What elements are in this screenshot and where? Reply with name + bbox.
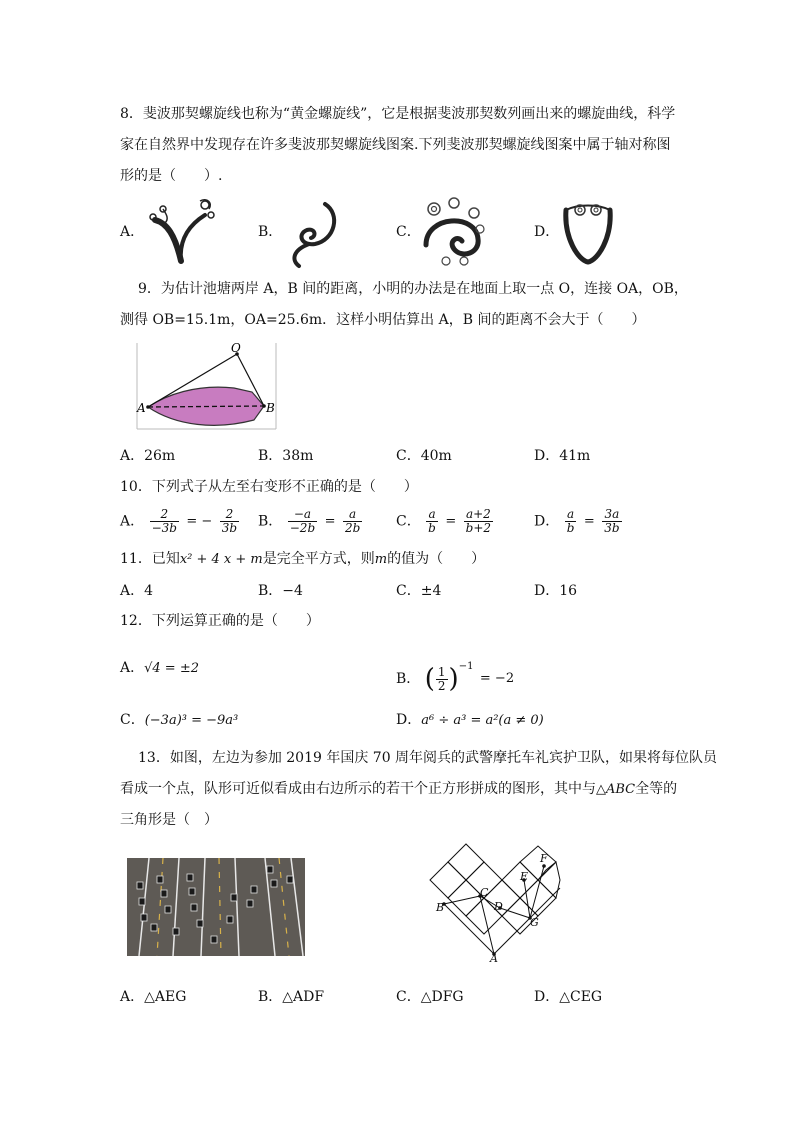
q13-option-c: C．△DFG — [396, 989, 464, 1005]
q13-line-3: 三角形是（ ） — [120, 812, 218, 828]
numerator: a — [343, 508, 362, 522]
q11-option-a: A．4 — [120, 583, 154, 599]
q13-line-2 — [120, 779, 677, 800]
label-e: E — [520, 870, 529, 883]
equals-sign: = — [324, 513, 336, 529]
q12-option-c — [120, 710, 238, 731]
q9-line-1: 9．为估计池塘两岸 A，B 间的距离，小明的办法是在地面上取一点 O，连接 OA，OB， — [138, 281, 688, 297]
q8-option-d: D． — [534, 224, 560, 240]
numerator: a — [565, 508, 577, 522]
q12-label-b: B． — [396, 671, 421, 687]
denominator: −3b — [151, 521, 177, 535]
q9-option-b: B．38m — [258, 448, 314, 464]
q12-label-c: C． — [120, 712, 145, 728]
paren-left: ( — [424, 664, 435, 694]
q12-label-d: D． — [396, 712, 422, 728]
parade-photo — [127, 858, 305, 956]
fraction — [220, 508, 239, 535]
q8-line-1: 8．斐波那契螺旋线也称为“黄金螺旋线”，它是根据斐波那契数列画出来的螺旋曲线，科学 — [120, 106, 676, 122]
q9-line-2: 测得 OB=15.1m，OA=25.6m．这样小明估算出 A，B 间的距离不会大于（ ） — [120, 312, 646, 328]
squares-diagram — [426, 850, 568, 964]
denominator: 2b — [344, 521, 361, 535]
q11-text-mid: 是完全平方式，则 — [262, 551, 375, 567]
q12-b-rhs: = −2 — [479, 671, 515, 686]
denominator: b+2 — [465, 521, 492, 535]
q8-line-3: 形的是（ ）. — [120, 168, 223, 184]
q9-option-d: D．41m — [534, 448, 591, 464]
spiral-figure-c — [418, 195, 488, 267]
spiral-figure-b — [285, 200, 345, 268]
q8-option-a: A． — [120, 224, 145, 240]
q11-expression: x² + 4 x + m — [179, 552, 263, 567]
q10-option-b — [258, 508, 363, 535]
label-b: B — [266, 401, 275, 415]
label-b: B — [436, 901, 445, 914]
fraction — [426, 508, 438, 535]
q13-text: 看成一个点，队形可近似看成由右边所示的若干个正方形拼成的图形，其中与 — [120, 781, 596, 797]
numerator: a+2 — [464, 508, 493, 522]
pond-diagram — [136, 340, 282, 432]
q8-line-2: 家在自然界中发现存在许多斐波那契螺旋线图案.下列斐波那契螺旋线图案中属于轴对称图 — [120, 137, 671, 153]
q10-label-c: C． — [396, 513, 421, 530]
q9-option-c: C．40m — [396, 448, 452, 464]
label-c: C — [480, 886, 489, 899]
denominator: b — [566, 521, 575, 535]
q12-option-a — [120, 658, 199, 679]
equals-sign: = − — [186, 513, 213, 529]
q12-expression-a: √4 = ±2 — [144, 661, 200, 676]
label-a: A — [490, 952, 498, 965]
numerator: 3a — [602, 508, 621, 522]
spiral-figure-a — [145, 195, 217, 265]
q12-expression-c: (−3a)³ = −9a³ — [144, 713, 239, 728]
fraction — [436, 666, 448, 693]
q12-expression-d: a⁶ ÷ a³ = a²(a ≠ 0) — [421, 713, 544, 728]
q9-option-a: A．26m — [120, 448, 176, 464]
q10-label-b: B． — [258, 513, 283, 530]
q8-option-c: C． — [396, 224, 421, 240]
q12-option-b — [396, 650, 516, 694]
equals-sign: = — [583, 513, 595, 529]
q11-text-post: 的值为（ ） — [387, 551, 486, 567]
q13-option-b: B．△ADF — [258, 989, 325, 1005]
q11-option-d: D．16 — [534, 583, 578, 599]
triangle-abc: △ABC — [596, 782, 636, 797]
q12-option-d — [396, 710, 544, 731]
q10-stem: 10．下列式子从左至右变形不正确的是（ ） — [120, 479, 418, 495]
q11-variable: m — [374, 552, 388, 567]
q10-option-a — [120, 508, 240, 535]
exponent: −1 — [458, 661, 474, 672]
q13-line-1: 13．如图，左边为参加 2019 年国庆 70 周年阅兵的武警摩托车礼宾护卫队，如果将每位队员 — [138, 750, 718, 766]
q12-label-a: A． — [120, 660, 145, 676]
numerator: 1 — [437, 664, 446, 679]
denominator: 3b — [221, 521, 238, 535]
denominator: −2b — [289, 521, 316, 535]
numerator: a — [426, 508, 438, 522]
label-f: F — [540, 852, 548, 865]
equals-sign: = — [445, 513, 457, 529]
q12-stem: 12．下列运算正确的是（ ） — [120, 613, 320, 629]
q13-option-a: A．△AEG — [120, 989, 187, 1005]
denominator: b — [428, 521, 436, 535]
q11-option-c: C．±4 — [396, 583, 442, 599]
q13-option-d: D．△CEG — [534, 989, 603, 1005]
fraction — [343, 508, 362, 535]
fraction — [565, 508, 577, 535]
fraction — [602, 508, 621, 535]
label-a: A — [137, 401, 146, 415]
denominator: 2 — [437, 678, 446, 693]
label-o: O — [231, 341, 241, 355]
numerator: 2 — [220, 508, 239, 522]
q11-text-pre: 11．已知 — [120, 551, 180, 567]
q8-option-b: B． — [258, 224, 283, 240]
paren-right: ) — [448, 664, 459, 694]
fraction — [150, 508, 179, 535]
spiral-figure-d — [560, 198, 616, 264]
label-g: G — [530, 916, 539, 929]
q10-option-d — [534, 508, 623, 535]
q10-label-a: A． — [120, 513, 145, 530]
q11-stem — [120, 549, 485, 570]
fraction — [464, 508, 493, 535]
q10-label-d: D． — [534, 513, 560, 530]
denominator: 3b — [604, 521, 620, 535]
label-d: D — [494, 900, 503, 913]
numerator: 2 — [150, 508, 179, 522]
numerator: −a — [288, 508, 317, 522]
q13-text-post: 全等的 — [635, 781, 678, 797]
fraction — [288, 508, 317, 535]
q11-option-b: B．−4 — [258, 583, 303, 599]
q10-option-c — [396, 508, 494, 535]
